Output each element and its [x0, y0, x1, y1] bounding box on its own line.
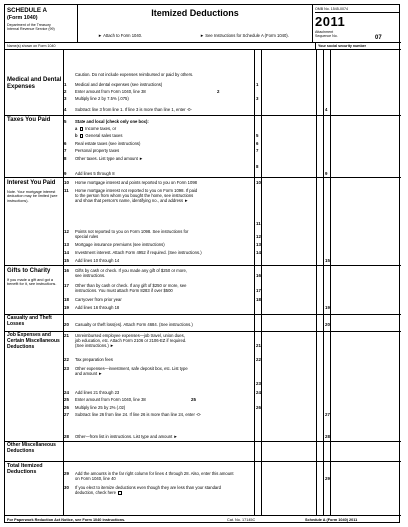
line-box-number: 7 [256, 148, 259, 153]
section-gifts [5, 268, 63, 287]
section-title: Job Expenses and Certain Miscellaneous Deductions [7, 332, 60, 350]
line-number: 14 [64, 250, 69, 255]
section-title: Interest You Paid [7, 180, 56, 186]
line-label-part: and amount ► [75, 371, 103, 377]
elect-itemize-checkbox[interactable] [118, 491, 122, 495]
attachment-sequence-label [315, 31, 399, 39]
line-label-part: Other than by cash or check. If any gift of $250 or more, see [75, 283, 187, 288]
line-number: 20 [64, 322, 69, 327]
income-taxes-checkbox[interactable] [80, 127, 84, 131]
checkbox-label: Income taxes, or [85, 126, 117, 131]
line-number: 6 [64, 141, 67, 146]
line-box-number: 2 [217, 89, 220, 94]
line-number: 2 [64, 89, 67, 94]
line-number: 22 [64, 357, 69, 362]
line-label [75, 333, 186, 348]
section-taxes [5, 117, 63, 124]
line-number: 16 [64, 268, 69, 273]
sales-taxes-checkbox[interactable] [80, 134, 84, 138]
section-title: Taxes You Paid [7, 117, 51, 123]
line-label: Enter amount from Form 1040, line 38 [75, 397, 146, 402]
line-number: 19 [64, 305, 69, 310]
line-label: Investment interest. Attach Form 4952 if required. (See instructions.) [75, 250, 202, 255]
line-box-number: 11 [256, 221, 261, 226]
section-note: If you made a gift and got a benefit for it, see instructions. [7, 277, 57, 287]
line-label: Add lines 10 through 14 [75, 258, 120, 263]
line-number: 29 [64, 471, 69, 476]
section-rule [5, 314, 401, 315]
line-label-part [75, 490, 221, 495]
outer-amount-left-rule [330, 50, 331, 515]
line-label: Other taxes. List type and amount ► [75, 156, 144, 161]
line-label: b General sales taxes [75, 133, 123, 138]
schedule-label: SCHEDULE A [7, 7, 47, 14]
line-label-part: Unreimbursed employee expenses—job travel, union dues, [75, 333, 185, 338]
line-number: 13 [64, 242, 69, 247]
line-label-part: (See instructions.) ► [75, 343, 115, 349]
section-other [5, 443, 63, 455]
line-label-part: instructions. You must attach Form 8283 if over $500 [75, 288, 173, 294]
line-box-number: 6 [256, 141, 259, 146]
schedule-a-form [4, 4, 400, 523]
line-box-number: 21 [256, 343, 261, 348]
line-number: 28 [64, 434, 69, 439]
line-box-number: 25 [191, 397, 196, 402]
line-number: 3 [64, 96, 67, 101]
line-number: 1 [64, 82, 67, 87]
section-total [5, 463, 63, 475]
section-rule [5, 265, 401, 266]
line-box-number: 28 [325, 434, 330, 439]
line-label-text: deduction, check here [75, 490, 116, 496]
line-number: 12 [64, 229, 69, 234]
line-label-part: and show that person's name, identifying no., and address ► [75, 198, 189, 204]
section-rule [5, 441, 401, 442]
year-block [315, 7, 399, 41]
line-label [75, 283, 187, 293]
line-label [75, 471, 234, 481]
catalog-number: Cat. No. 17145C [227, 518, 256, 522]
section-rule [5, 461, 401, 462]
line-number: 10 [64, 180, 69, 185]
line-label-part: Gifts by cash or check. If you made any gift of $250 or more, [75, 268, 187, 273]
section-medical [5, 77, 63, 91]
tax-year: 2011 [315, 14, 346, 30]
name-row [5, 43, 401, 50]
line-number: 21 [64, 333, 69, 338]
sequence-label: Sequence No. [315, 34, 338, 39]
line-label-part: If you elect to itemize deductions even though they are less than your standard [75, 485, 221, 490]
section-title: Other Miscellaneous Deductions [7, 442, 56, 454]
line-box-number: 10 [256, 180, 261, 185]
line-label-part: see instructions. [75, 273, 106, 279]
section-interest [5, 180, 63, 204]
title-block [77, 5, 313, 43]
line-number: 7 [64, 148, 67, 153]
line-box-number: 24 [256, 390, 261, 395]
line-label: Real estate taxes (see instructions) [75, 141, 141, 146]
attach-note: ► Attach to Form 1040. [98, 33, 143, 38]
line-label: Personal property taxes [75, 148, 120, 153]
line-label: Tax preparation fees [75, 357, 113, 362]
line-number: 15 [64, 258, 69, 263]
line-label [75, 188, 197, 203]
line-box-number: 22 [256, 357, 261, 362]
outer-box-left-rule [323, 50, 324, 515]
line-box-number: 26 [256, 405, 261, 410]
line-box-number: 18 [256, 297, 261, 302]
line-label: Add lines 16 through 18 [75, 305, 120, 310]
form-id-block [7, 7, 77, 41]
section-casualty [5, 316, 63, 328]
line-label-part: special rules [75, 234, 99, 240]
line-box-number: 23 [256, 381, 261, 386]
line-number: 5 [64, 119, 67, 124]
name-field[interactable]: Name(s) shown on Form 1040 [7, 44, 56, 48]
line-number: 8 [64, 156, 67, 161]
line-number: 25 [64, 397, 69, 402]
line-label: Home mortgage interest and points reported to you on Form 1098 [75, 180, 197, 185]
line-box-number: 15 [325, 258, 330, 263]
line-label: Add lines 5 through 8 [75, 171, 115, 176]
line-label-part: Add the amounts in the far right column for lines 4 through 28. Also, enter this amount [75, 471, 234, 476]
line-label: Casualty or theft loss(es). Attach Form 4684. (See instructions.) [75, 322, 193, 327]
section-title: Gifts to Charity [7, 268, 51, 274]
line-label [75, 268, 187, 278]
line-label: Add lines 21 through 23 [75, 390, 120, 395]
checkbox-label: General sales taxes [85, 133, 123, 138]
attachment-label: Attachment [315, 30, 334, 35]
section-rule [5, 115, 401, 116]
line-label: State and local (check only one box): [75, 119, 149, 124]
section-rule [5, 177, 401, 178]
line-label-part: Points not reported to you on Form 1098. See instructions for [75, 229, 189, 234]
line-number: 26 [64, 405, 69, 410]
line-box-number: 1 [256, 82, 259, 87]
line-box-number: 27 [325, 412, 330, 417]
form-number: (Form 1040) [7, 14, 38, 21]
form-footer [5, 515, 401, 524]
line-box-number: 19 [325, 305, 330, 310]
ssn-field[interactable]: Your social security number [315, 43, 401, 50]
line-number: 24 [64, 390, 69, 395]
line-number: 30 [64, 485, 69, 490]
line-box-number: 20 [325, 322, 330, 327]
line-box-number: 5 [256, 133, 259, 138]
line-box-number: 14 [256, 250, 261, 255]
line-label [75, 229, 188, 239]
section-rule [5, 331, 401, 332]
department-name: Department of the Treasury [7, 22, 51, 27]
line-number: 17 [64, 283, 69, 288]
caution-text: Caution. Do not include expenses reimbursed or paid by others. [75, 72, 194, 77]
line-box-number: 16 [256, 273, 261, 278]
inner-amount-right-rule [316, 50, 317, 515]
line-number: 11 [64, 188, 69, 193]
line-number: 23 [64, 366, 69, 371]
line-label-part: to the person from whom you bought the home, see instructions [75, 193, 194, 199]
line-label [75, 366, 188, 376]
line-label: Medical and dental expenses (see instructions) [75, 82, 163, 87]
line-box-number: 9 [325, 171, 328, 176]
inner-amount-left-rule [261, 50, 262, 515]
line-label: Multiply line 2 by 7.5% (.075) [75, 96, 129, 101]
section-title: Medical and Dental Expenses [7, 77, 62, 90]
section-title: Total Itemized Deductions [7, 463, 43, 476]
line-label: Carryover from prior year [75, 297, 122, 302]
line-box-number: 29 [325, 476, 330, 481]
line-label: Other—from list in instructions. List type and amount ► [75, 434, 178, 439]
sequence-number: 07 [375, 35, 382, 41]
omb-number: OMB No. 1545-0074 [315, 7, 399, 13]
footer-schedule-label: Schedule A (Form 1040) 2011 [305, 518, 358, 522]
irs-name: Internal Revenue Service (99) [7, 26, 55, 31]
line-label-part: Other expenses—investment, safe deposit box, etc. List type [75, 366, 188, 371]
line-label: a Income taxes, or [75, 126, 117, 131]
line-label-part: Home mortgage interest not reported to you on Form 1098. If paid [75, 188, 198, 193]
form-header [5, 5, 401, 43]
inner-box-left-rule [254, 50, 255, 515]
line-label: Enter amount from Form 1040, line 38 [75, 89, 146, 94]
line-box-number: 13 [256, 242, 261, 247]
line-label: Subtract line 26 from line 24. If line 26 is more than line 24, enter -0- [75, 412, 202, 417]
paperwork-notice: For Paperwork Reduction Act Notice, see Form 1040 instructions. [7, 518, 126, 522]
section-title: Casualty and Theft Losses [7, 315, 52, 327]
line-number: 4 [64, 107, 67, 112]
line-box-number: 17 [256, 288, 261, 293]
line-label: Mortgage insurance premiums (see instructions) [75, 242, 165, 247]
line-label: Subtract line 3 from line 1. If line 3 is more than line 1, enter -0- [75, 107, 192, 112]
line-label [75, 485, 221, 495]
line-box-number: 4 [325, 107, 328, 112]
line-number: 9 [64, 171, 67, 176]
line-number: 18 [64, 297, 69, 302]
line-box-number: 3 [256, 96, 259, 101]
line-label: Multiply line 25 by 2% (.02) [75, 405, 126, 410]
line-number: 27 [64, 412, 69, 417]
instructions-note: ► See Instructions for Schedule A (Form 1040). [200, 33, 289, 38]
line-box-number: 8 [256, 164, 259, 169]
line-label-part: on Form 1040, line 40 [75, 476, 116, 482]
form-title: Itemized Deductions [151, 8, 239, 18]
section-note: Note. Your mortgage interest deduction may be limited (see instructions). [7, 189, 58, 203]
line-box-number: 12 [256, 234, 261, 239]
line-label-part: job education, etc. Attach Form 2106 or 2106-EZ if required. [75, 338, 187, 344]
section-job [5, 333, 63, 350]
department-label [7, 23, 77, 31]
